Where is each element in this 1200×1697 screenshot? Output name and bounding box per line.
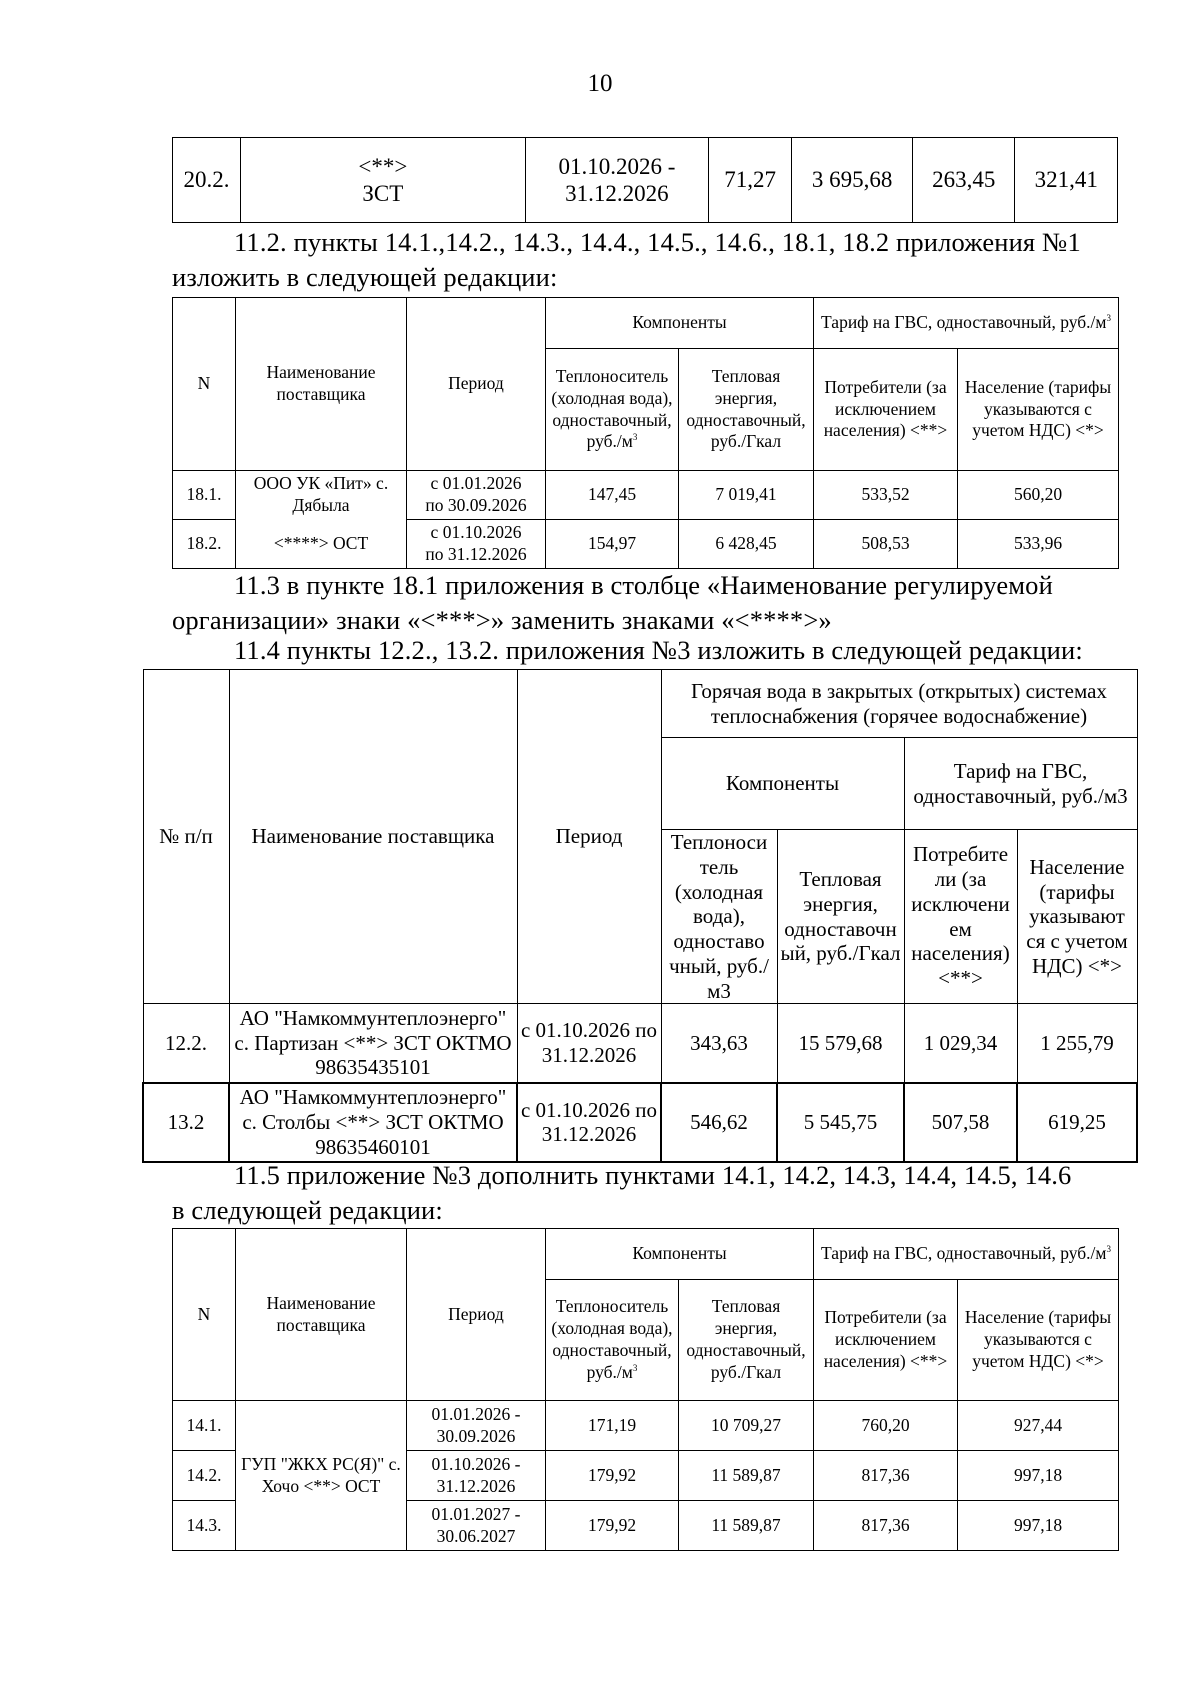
tariff-table-2 <box>142 669 1138 1163</box>
header-hot-water: Горячая вода в закрытых (открытых) системах теплоснабжения (горячее водоснабжение) <box>661 670 1137 738</box>
header-period: Период <box>517 670 661 1004</box>
header-consumers: Потребите ли (за исключени ем населения) <**> <box>904 830 1017 1004</box>
row-number: 12.2. <box>143 1004 229 1083</box>
supplier-name: ООО УК «Пит» с. Дябыла <box>236 471 407 520</box>
paragraph-11-2: 11.2. пункты 14.1.,14.2., 14.3., 14.4., 14.5., 14.6., 18.1, 18.2 приложения №1 изложить в следующей редакции: <box>172 227 1081 292</box>
header-population: Население (тарифы указываются с учетом НДС) <*> <box>958 1280 1119 1401</box>
value-cell: 171,19 <box>546 1401 679 1451</box>
value-cell: 546,62 <box>661 1083 777 1162</box>
header-consumers: Потребители (за исключением населения) <**> <box>814 349 958 471</box>
header-tariff: Тариф на ГВС, одноставочный, $руб./м^3$ <box>814 1229 1119 1280</box>
period: 01.01.2026 - 30.09.2026 <box>407 1401 546 1451</box>
value-cell: 760,20 <box>814 1401 958 1451</box>
header-coolant: Теплоноситель (холодная вода), одноставочный, $руб./м^3$ <box>546 349 679 471</box>
table-row <box>173 1401 1119 1451</box>
table-row <box>143 1004 1137 1083</box>
header-period: Период <box>407 298 546 471</box>
period: 01.01.2027 - 30.06.2027 <box>407 1501 546 1551</box>
header-components: Компоненты <box>661 738 904 830</box>
page-number: 10 <box>587 70 613 97</box>
period: с 01.10.2026 по 31.12.2026 <box>517 1083 661 1162</box>
header-n: N <box>173 1229 236 1401</box>
header-period: Период <box>407 1229 546 1401</box>
value-cell: 1 255,79 <box>1017 1004 1137 1083</box>
supplier-name: ГУП "ЖКХ РС(Я)" с. Хочо <**> ОСТ <box>236 1401 407 1551</box>
header-tariff: Тариф на ГВС, одноставочный, руб./м3 <box>904 738 1137 830</box>
value-cell: 263,45 <box>912 138 1014 223</box>
value-cell: 533,96 <box>958 520 1119 569</box>
value-cell: 179,92 <box>546 1451 679 1501</box>
period: 01.10.2026 - 31.12.2026 <box>525 138 708 223</box>
period: 01.10.2026 - 31.12.2026 <box>407 1451 546 1501</box>
paragraph-11-4: 11.4 пункты 12.2., 13.2. приложения №3 изложить в следующей редакции: <box>234 635 1083 665</box>
value-cell: 1 029,34 <box>904 1004 1017 1083</box>
supplier-name: <**> ЗСТ <box>240 138 525 223</box>
value-cell: 147,45 <box>546 471 679 520</box>
value-cell: 6 428,45 <box>679 520 814 569</box>
value-cell: 533,52 <box>814 471 958 520</box>
value-cell: 817,36 <box>814 1451 958 1501</box>
value-cell: 343,63 <box>661 1004 777 1083</box>
value-cell: 997,18 <box>958 1501 1119 1551</box>
value-cell: 817,36 <box>814 1501 958 1551</box>
row-number: 14.1. <box>173 1401 236 1451</box>
value-cell: 71,27 <box>709 138 792 223</box>
row-number: 14.3. <box>173 1501 236 1551</box>
value-cell: 5 545,75 <box>777 1083 904 1162</box>
header-population: Население (тарифы указывают ся с учетом НДС) <*> <box>1017 830 1137 1004</box>
paragraph-11-5: 11.5 приложение №3 дополнить пунктами 14.1, 14.2, 14.3, 14.4, 14.5, 14.6 в следующей редакции: <box>172 1160 1072 1225</box>
row-number: 18.2. <box>173 520 236 569</box>
paragraph-11-3: 11.3 в пункте 18.1 приложения в столбце «Наименование регулируемой организации» знаки «<***>» заменить знаками «<****>» <box>172 570 1053 635</box>
header-tariff: Тариф на ГВС, одноставочный, $руб./м^3$ <box>814 298 1119 349</box>
header-energy: Тепловая энергия, одноставочн ый, руб./Гкал <box>777 830 904 1004</box>
value-cell: 15 579,68 <box>777 1004 904 1083</box>
header-supplier: Наименование поставщика <box>236 298 407 471</box>
value-cell: 3 695,68 <box>792 138 913 223</box>
period: с 01.10.2026 по 31.12.2026 <box>407 520 546 569</box>
value-cell: 321,41 <box>1015 138 1118 223</box>
tariff-table-1 <box>172 297 1119 569</box>
value-cell: 179,92 <box>546 1501 679 1551</box>
value-cell: 927,44 <box>958 1401 1119 1451</box>
table-row <box>143 1083 1137 1162</box>
value-cell: 11 589,87 <box>679 1501 814 1551</box>
value-cell: 507,58 <box>904 1083 1017 1162</box>
header-n: N <box>173 298 236 471</box>
header-energy: Тепловая энергия, одноставочный, руб./Гкал <box>679 349 814 471</box>
header-coolant: Теплоноситель (холодная вода), одноставочный, $руб./м^3$ <box>546 1280 679 1401</box>
value-cell: 997,18 <box>958 1451 1119 1501</box>
row-number: 14.2. <box>173 1451 236 1501</box>
supplier-name: АО "Намкоммунтеплоэнерго" с. Столбы <**> ЗСТ ОКТМО 98635460101 <box>229 1083 517 1162</box>
value-cell: 154,97 <box>546 520 679 569</box>
table-continuation <box>172 137 1118 223</box>
value-cell: 508,53 <box>814 520 958 569</box>
table-row <box>173 138 1118 223</box>
header-components: Компоненты <box>546 1229 814 1280</box>
supplier-name: <****> ОСТ <box>236 520 407 569</box>
supplier-name: АО "Намкоммунтеплоэнерго" с. Партизан <**> ЗСТ ОКТМО 98635435101 <box>229 1004 517 1083</box>
table-row <box>173 471 1119 520</box>
header-supplier: Наименование поставщика <box>229 670 517 1004</box>
table-row <box>173 520 1119 569</box>
tariff-table-3 <box>172 1228 1119 1551</box>
header-energy: Тепловая энергия, одноставочный, руб./Гкал <box>679 1280 814 1401</box>
value-cell: 619,25 <box>1017 1083 1137 1162</box>
header-coolant: Теплоноси тель (холодная вода), одноставо чный, руб./м3 <box>661 830 777 1004</box>
value-cell: 560,20 <box>958 471 1119 520</box>
row-number: 18.1. <box>173 471 236 520</box>
header-components: Компоненты <box>546 298 814 349</box>
value-cell: 11 589,87 <box>679 1451 814 1501</box>
value-cell: 10 709,27 <box>679 1401 814 1451</box>
header-n: № п/п <box>143 670 229 1004</box>
period: с 01.10.2026 по 31.12.2026 <box>517 1004 661 1083</box>
row-number: 13.2 <box>143 1083 229 1162</box>
header-consumers: Потребители (за исключением населения) <**> <box>814 1280 958 1401</box>
header-population: Население (тарифы указываются с учетом НДС) <*> <box>958 349 1119 471</box>
row-number: 20.2. <box>173 138 241 223</box>
value-cell: 7 019,41 <box>679 471 814 520</box>
header-supplier: Наименование поставщика <box>236 1229 407 1401</box>
period: с 01.01.2026 по 30.09.2026 <box>407 471 546 520</box>
